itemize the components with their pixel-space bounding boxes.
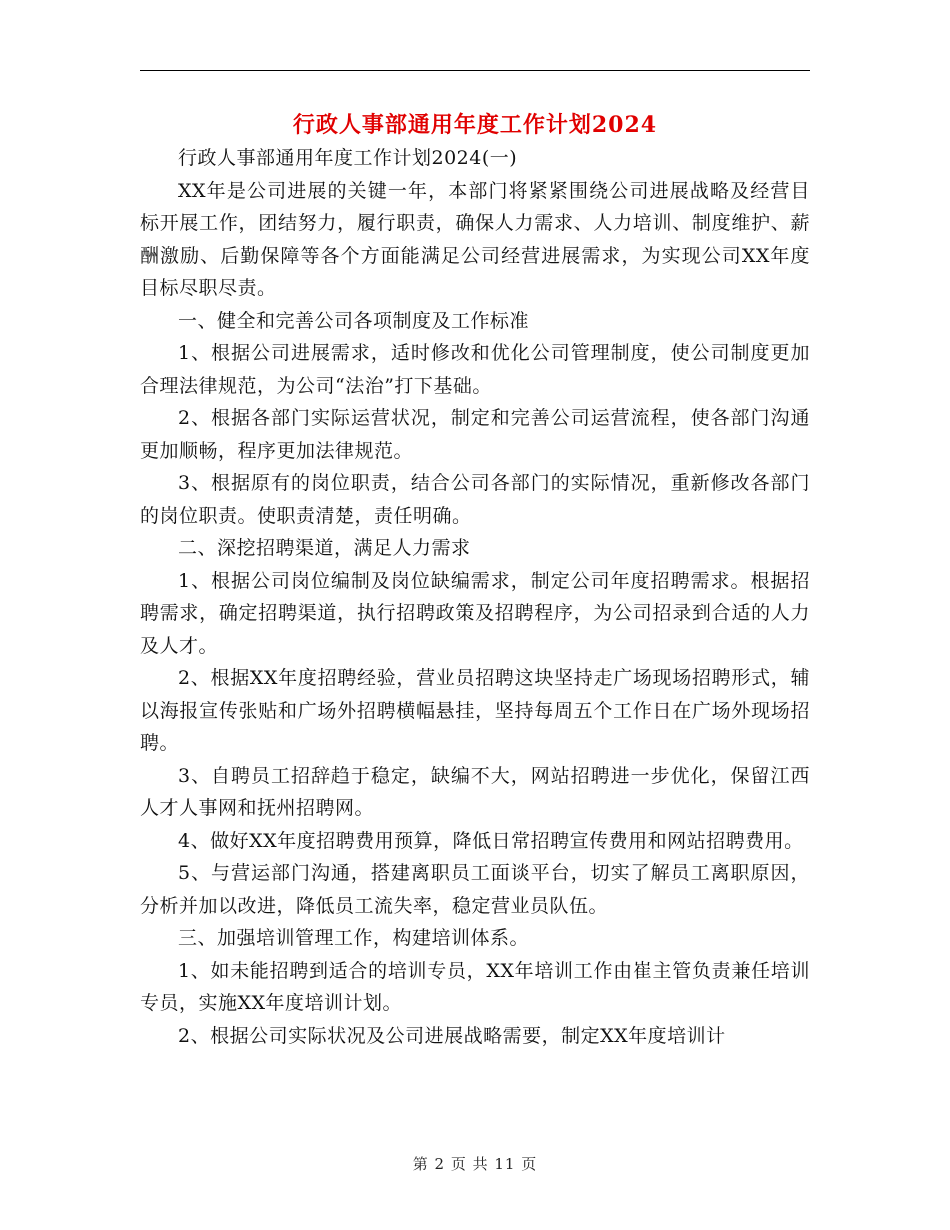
header-rule (140, 70, 810, 71)
paragraph: 2、根据XX年度招聘经验，营业员招聘这块坚持走广场现场招聘形式，辅以海报宣传张贴和广场外招聘横幅悬挂，坚持每周五个工作日在广场外现场招聘。 (140, 667, 810, 754)
paragraph: 5、与营运部门沟通，搭建离职员工面谈平台，切实了解员工离职原因，分析并加以改进，降低员工流失率，稳定营业员队伍。 (140, 862, 810, 917)
paragraph: 3、根据原有的岗位职责，结合公司各部门的实际情况，重新修改各部门的岗位职责。使职责清楚，责任明确。 (140, 472, 810, 527)
paragraph: 3、自聘员工招辞趋于稳定，缺编不大，网站招聘进一步优化，保留江西人才人事网和抚州招聘网。 (140, 764, 810, 819)
paragraph: 行政人事部通用年度工作计划2024(一) (178, 147, 518, 169)
page-footer: 第 2 页 共 11 页 (412, 1155, 538, 1173)
paragraph: 1、根据公司进展需求，适时修改和优化公司管理制度，使公司制度更加合理法律规范，为公司“法治”打下基础。 (140, 342, 810, 397)
paragraph: XX年是公司进展的关键一年，本部门将紧紧围绕公司进展战略及经营目标开展工作，团结努力，履行职责，确保人力需求、人力培训、制度维护、薪酬激励、后勤保障等各个方面能满足公司经营进展需求，为实现公司XX年度目标尽职尽责。 (140, 179, 810, 299)
paragraph: 2、根据公司实际状况及公司进展战略需要，制定XX年度培训计 (178, 1024, 726, 1047)
document-body (140, 142, 810, 1052)
document-title: 行政人事部通用年度工作计划2024 (292, 112, 658, 138)
paragraph: 2、根据各部门实际运营状况，制定和完善公司运营流程，使各部门沟通更加顺畅，程序更加法律规范。 (140, 407, 810, 462)
section-heading: 二、深挖招聘渠道，满足人力需求 (178, 537, 471, 559)
paragraph: 1、根据公司岗位编制及岗位缺编需求，制定公司年度招聘需求。根据招聘需求，确定招聘渠道，执行招聘政策及招聘程序，为公司招录到合适的人力及人才。 (140, 569, 810, 657)
paragraph: 1、如未能招聘到适合的培训专员，XX年培训工作由崔主管负责兼任培训专员，实施XX年度培训计划。 (140, 959, 810, 1014)
section-heading: 一、健全和完善公司各项制度及工作标准 (178, 309, 530, 332)
paragraph: 4、做好XX年度招聘费用预算，降低日常招聘宣传费用和网站招聘费用。 (178, 829, 804, 852)
section-heading: 三、加强培训管理工作，构建培训体系。 (178, 927, 530, 949)
